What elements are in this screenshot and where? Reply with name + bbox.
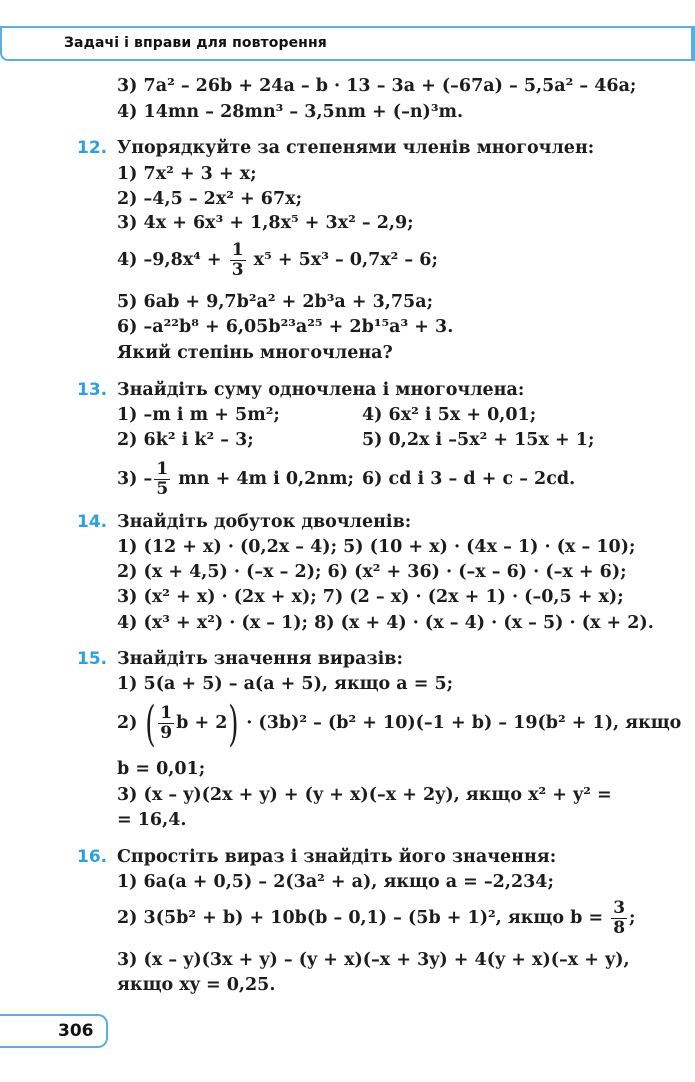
exercise-14-number: 14. [77, 512, 108, 532]
item-text: mn + 4m і 0,2nm; [178, 469, 355, 489]
left-paren: ( [144, 695, 156, 752]
numerator: 1 [160, 703, 173, 723]
exercise-16-item-2 [117, 893, 636, 943]
right-paren: ) [228, 695, 239, 752]
numerator: 1 [231, 240, 244, 260]
exercise-14-title: Знайдіть добуток двочленів: [117, 512, 412, 532]
numerator: 3 [613, 898, 626, 918]
exercise-16-title: Спростіть вираз і знайдіть його значення: [117, 847, 557, 867]
denominator: 3 [231, 260, 244, 280]
exercise-13-item-6: 6) cd і 3 – d + c – 2cd. [362, 469, 576, 489]
denominator: 8 [613, 918, 626, 938]
exercise-12-item-5: 5) 6ab + 9,7b²a² + 2b³a + 3,75a; [117, 292, 434, 312]
exercise-12-item-4 [117, 236, 438, 284]
item-text: ; [629, 908, 636, 928]
exercise-13-item-1: 1) –m і m + 5m²; [117, 405, 280, 425]
exercise-13-title: Знайдіть суму одночлена і многочлена: [117, 380, 525, 400]
numerator: 1 [156, 459, 169, 479]
fraction [154, 460, 170, 499]
exercise-12-item-3: 3) 4x + 6x³ + 1,8x⁵ + 3x² – 2,9; [117, 213, 414, 233]
exercise-12-number: 12. [77, 138, 108, 158]
exercise-16-item-1: 1) 6a(a + 0,5) – 2(3a² + a), якщо a = –2,234; [117, 872, 554, 892]
denominator: 5 [156, 479, 169, 499]
exercise-15-title: Знайдіть значення виразів: [117, 649, 403, 669]
exercise-15-item-3: 3) (x – y)(2x + y) + (y + x)(–x + 2y), якщо x² + y² = [117, 785, 612, 805]
exercise-13-item-2: 2) 6k² і k² – 3; [117, 430, 254, 450]
exercise-13-item-3 [117, 455, 354, 503]
fraction [230, 241, 246, 280]
exercise-14-row-3: 3) (x² + x) · (2x + x); 7) (2 – x) · (2x + 1) · (–0,5 + x); [117, 587, 624, 607]
page-number: 306 [58, 1021, 94, 1041]
exercise-14-row-4: 4) (x³ + x²) · (x – 1); 8) (x + 4) · (x – 4) · (x – 5) · (x + 2). [117, 613, 654, 633]
exercise-12-item-6: 6) –a²²b⁸ + 6,05b²³a²⁵ + 2b¹⁵a³ + 3. [117, 317, 454, 337]
exercise-12-item-2: 2) –4,5 – 2x² + 67x; [117, 189, 303, 209]
exercise-12-question: Який степінь многочлена? [117, 343, 393, 363]
exercise-16-item-3: 3) (x – y)(3x + y) – (y + x)(–x + 3y) + 4(y + x)(–x + y), [117, 950, 630, 970]
exercise-13-item-4: 4) 6x² і 5x + 0,01; [362, 405, 537, 425]
exercise-14-row-1: 1) (12 + x) · (0,2x – 4); 5) (10 + x) · (4x – 1) · (x – 10); [117, 537, 636, 557]
exercise-12-title: Упорядкуйте за степенями членів многочлен: [117, 138, 595, 158]
section-header [0, 26, 695, 61]
fraction [158, 704, 174, 743]
exercise-15-item-3-cont: = 16,4. [117, 810, 187, 830]
header-accent-strip [691, 26, 695, 61]
exercise-16-number: 16. [77, 847, 108, 867]
page-number-box [0, 1014, 108, 1048]
item-text: b + 2 [176, 713, 228, 733]
denominator: 9 [160, 723, 173, 743]
item-text: 2) 3(5b² + b) + 10b(b – 0,1) – (5b + 1)², якщо b = [117, 908, 604, 928]
prev-item-4: 4) 14mn – 28mn³ – 3,5nm + (–n)³m. [117, 102, 464, 122]
exercise-15-item-2 [117, 695, 682, 752]
exercise-12-item-1: 1) 7x² + 3 + x; [117, 164, 257, 184]
section-title: Задачі і вправи для повторення [64, 35, 327, 51]
exercise-15-item-1: 1) 5(a + 5) – a(a + 5), якщо a = 5; [117, 674, 454, 694]
item-text: 2) [117, 713, 138, 733]
prev-item-3: 3) 7a² – 26b + 24a – b · 13 – 3a + (–67a) – 5,5a² – 46a; [117, 76, 637, 96]
item-text: · (3b)² – (b² + 10)(–1 + b) – 19(b² + 1), якщо [246, 713, 682, 733]
item-text: 4) –9,8x⁴ + [117, 250, 222, 270]
exercise-13-number: 13. [77, 380, 108, 400]
exercise-14-row-2: 2) (x + 4,5) · (–x – 2); 6) (x² + 36) · (–x – 6) · (–x + 6); [117, 562, 627, 582]
fraction [611, 899, 627, 938]
exercise-15-item-2-cont: b = 0,01; [117, 759, 206, 779]
item-text: x⁵ + 5x³ – 0,7x² – 6; [253, 250, 438, 270]
exercise-13-item-5: 5) 0,2x і –5x² + 15x + 1; [362, 430, 595, 450]
item-text: 3) – [117, 469, 153, 489]
exercise-15-number: 15. [77, 649, 108, 669]
exercise-16-item-3-cont: якщо xy = 0,25. [117, 975, 276, 995]
